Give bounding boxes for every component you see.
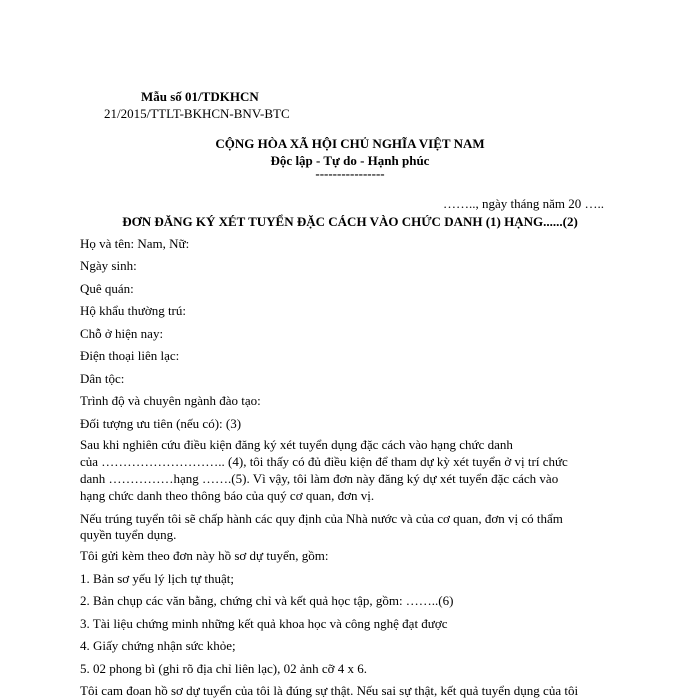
field-permanent-residence: Hộ khẩu thường trú: <box>80 303 186 318</box>
paragraph-line: quyền tuyển dụng. <box>80 527 177 542</box>
country-heading: CỘNG HÒA XÃ HỘI CHỦ NGHĨA VIỆT NAM <box>215 136 485 151</box>
national-motto: Độc lập - Tự do - Hạnh phúc <box>270 153 430 168</box>
paragraph-line: hạng chức danh theo thông báo của quý cơ quan, đơn vị. <box>80 488 375 503</box>
field-full-name: Họ và tên: Nam, Nữ: <box>80 236 190 251</box>
paragraph-line: Nếu trúng tuyển tôi sẽ chấp hành các quy định của Nhà nước và của cơ quan, đơn vị có thẩm <box>80 511 563 526</box>
field-current-address: Chỗ ở hiện nay: <box>80 326 164 341</box>
closing-statement: Tôi cam đoan hồ sơ dự tuyển của tôi là đúng sự thật. Nếu sai sự thật, kết quả tuyển dụng của tôi <box>80 683 579 698</box>
date-line: …….., ngày tháng năm 20 ….. <box>443 196 605 211</box>
attachment-item: 2. Bản chụp các văn bằng, chứng chỉ và kết quả học tập, gồm: ……..(6) <box>80 593 454 608</box>
field-phone: Điện thoại liên lạc: <box>80 348 180 363</box>
paragraph-line: Sau khi nghiên cứu điều kiện đăng ký xét tuyển dụng đặc cách vào hạng chức danh <box>80 437 513 452</box>
attachment-item: 4. Giấy chứng nhận sức khỏe; <box>80 638 236 653</box>
paragraph-line: của ……………………….. (4), tôi thấy có đủ điều kiện để tham dự kỳ xét tuyển ở vị trí chức <box>80 454 568 469</box>
attachments-intro: Tôi gửi kèm theo đơn này hồ sơ dự tuyển, gồm: <box>80 548 329 563</box>
circular-reference: 21/2015/TTLT-BKHCN-BNV-BTC <box>104 106 290 121</box>
field-education: Trình độ và chuyên ngành đào tạo: <box>80 393 261 408</box>
field-ethnicity: Dân tộc: <box>80 371 125 386</box>
field-hometown: Quê quán: <box>80 281 134 296</box>
attachment-item: 5. 02 phong bì (ghi rõ địa chỉ liên lạc), 02 ảnh cỡ 4 x 6. <box>80 661 368 676</box>
document-title: ĐƠN ĐĂNG KÝ XÉT TUYỂN ĐẶC CÁCH VÀO CHỨC DANH (1) HẠNG......(2) <box>122 214 578 229</box>
field-priority: Đối tượng ưu tiên (nếu có): (3) <box>80 416 242 431</box>
paragraph-line: danh ……………hạng …….(5). Vì vậy, tôi làm đơn này đăng ký dự xét tuyển đặc cách vào <box>80 471 559 486</box>
form-number: Mẫu số 01/TDKHCN <box>141 89 259 104</box>
attachment-item: 1. Bản sơ yếu lý lịch tự thuật; <box>80 571 235 586</box>
field-date-of-birth: Ngày sinh: <box>80 258 137 273</box>
motto-divider: ---------------- <box>315 166 385 181</box>
attachment-item: 3. Tài liệu chứng minh những kết quả khoa học và công nghệ đạt được <box>80 616 448 631</box>
